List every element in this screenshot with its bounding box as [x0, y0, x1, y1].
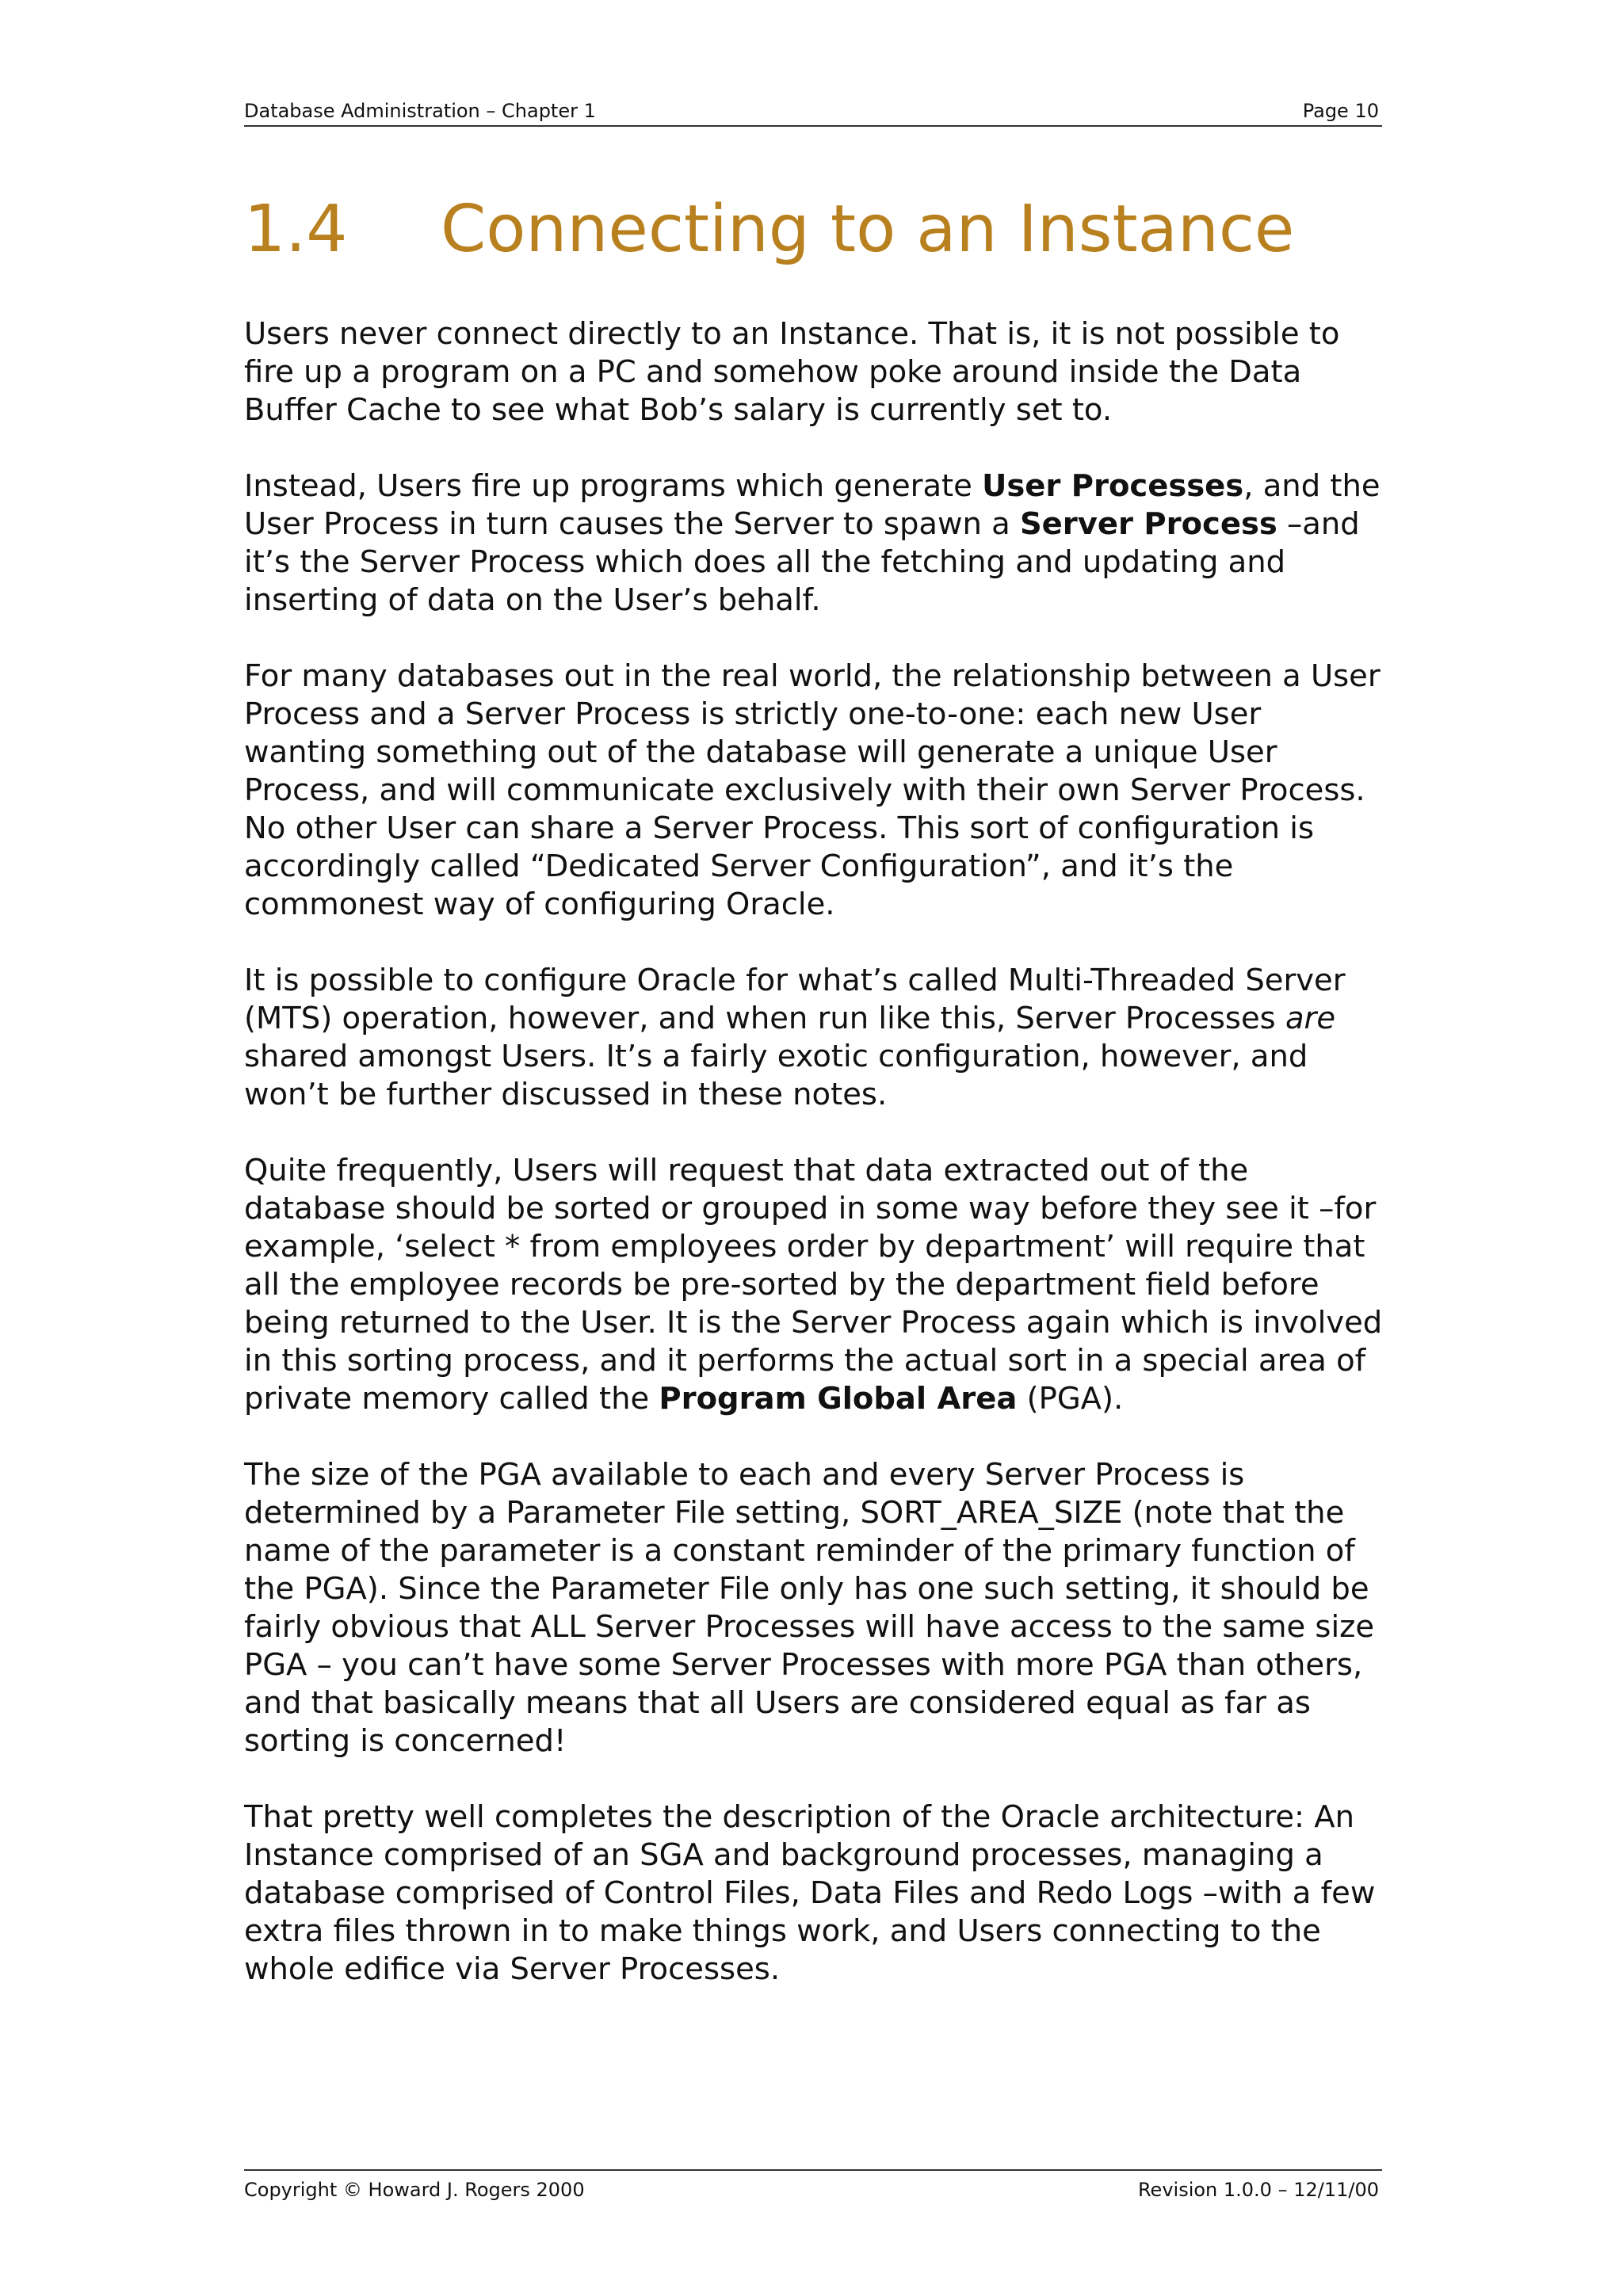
emphasis-are: are [1285, 1001, 1336, 1036]
paragraph-5-text-a: Quite frequently, Users will request that data extracted out of the database should be sorted or grouped in some way before they see it –for example, ‘select * from employees order by department’ will require that all the employee records be pre-sorted by the department field before being returned to the User. It is the Server Process again which is involved in this sorting process, and it performs the actual sort in a special area of private memory called the [244, 1153, 1383, 1417]
term-user-processes: User Processes [982, 468, 1244, 504]
paragraph-2 [244, 467, 1385, 620]
header-chapter: Database Administration – Chapter 1 [244, 100, 596, 122]
page-footer [244, 2169, 1382, 2201]
term-server-process: Server Process [1019, 506, 1277, 542]
paragraph-5 [244, 1152, 1385, 1418]
paragraph-5-text-c: (PGA). [1017, 1381, 1124, 1417]
paragraph-1: Users never connect directly to an Instance. That is, it is not possible to fire up a program on a PC and somehow poke around inside the Data Buffer Cache to see what Bob’s salary is currently set to. [244, 316, 1340, 428]
body-text [244, 315, 1385, 2027]
paragraph-6: The size of the PGA available to each and every Server Process is determined by a Parameter File setting, SORT_AREA_SIZE (note that the name of the parameter is a constant reminder of the primary function of the PGA). Since the Parameter File only has one such setting, it should be fairly obvious that ALL Server Processes will have access to the same size PGA – you can’t have some Server Processes with more PGA than others, and that basically means that all Users are considered equal as far as sorting is concerned! [244, 1457, 1375, 1759]
paragraph-2-text-c: , and the User Process in turn causes the Server to spawn a [244, 468, 1381, 542]
paragraph-7: That pretty well completes the description of the Oracle architecture: An Instance comprised of an SGA and background processes, managing a database comprised of Control Files, Data Files and Redo Logs –with a few extra files thrown in to make things work, and Users connecting to the whole edifice via Server Processes. [244, 1799, 1376, 1987]
header-page-number: Page 10 [1302, 100, 1379, 122]
paragraph-2-text-a: Instead, Users fire up programs which generate [244, 468, 983, 504]
paragraph-4-text-c: shared amongst Users. It’s a fairly exotic configuration, however, and won’t be further discussed in these notes. [244, 1039, 1308, 1112]
section-title: Connecting to an Instance [441, 192, 1295, 267]
paragraph-4 [244, 962, 1385, 1114]
term-program-global-area: Program Global Area [659, 1381, 1018, 1417]
footer-revision: Revision 1.0.0 – 12/11/00 [1137, 2179, 1379, 2201]
paragraph-2-text-e: –and it’s the Server Process which does all the fetching and updating and inserting of data on the User’s behalf. [244, 506, 1360, 618]
page-header [244, 93, 1382, 127]
footer-copyright: Copyright © Howard J. Rogers 2000 [244, 2179, 585, 2201]
section-heading [244, 190, 1294, 269]
paragraph-4-text-a: It is possible to configure Oracle for what’s called Multi-Threaded Server (MTS) operation, however, and when run like this, Server Processes [244, 963, 1346, 1036]
section-number: 1.4 [244, 192, 348, 267]
paragraph-3: For many databases out in the real world, the relationship between a User Process and a Server Process is strictly one-to-one: each new User wanting something out of the database will generate a unique User Process, and will communicate exclusively with their own Server Process. No other User can share a Server Process. This sort of configuration is accordingly called “Dedicated Server Configuration”, and it’s the commonest way of configuring Oracle. [244, 658, 1381, 922]
